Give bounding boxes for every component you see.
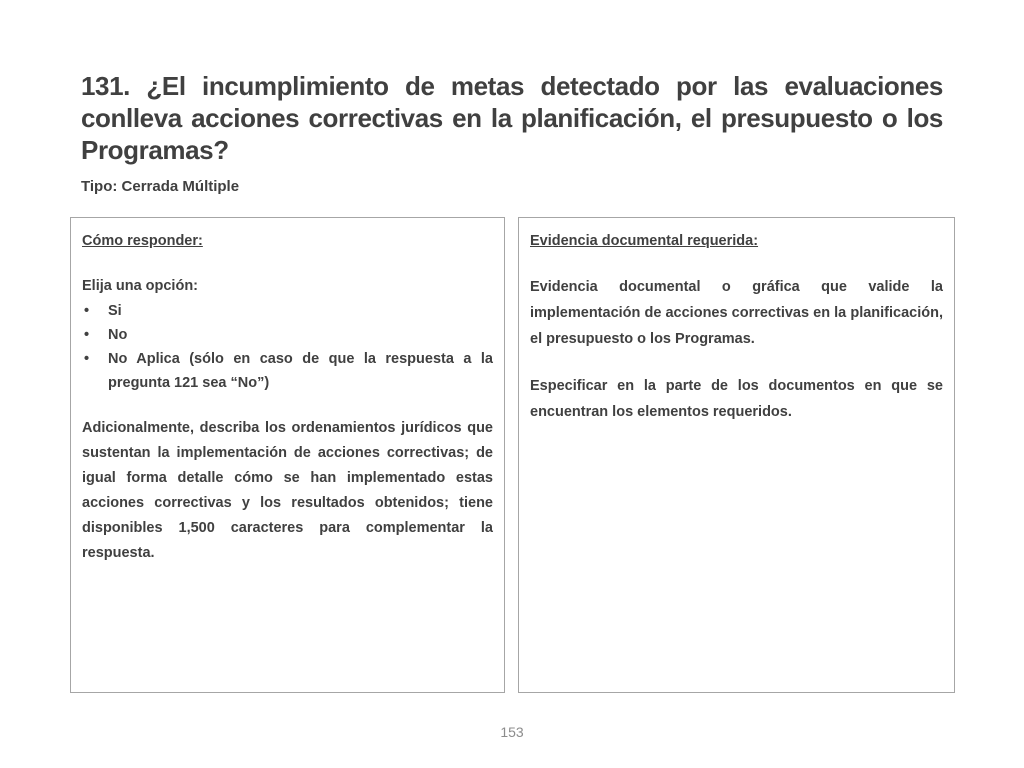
page-number: 153 <box>500 724 524 740</box>
instruction-text: Elija una opción: <box>82 278 199 294</box>
option-item: • No <box>82 323 493 347</box>
question-title: 131. ¿El incumplimiento de metas detectado por las evaluaciones conlleva acciones correctivas en la planificación, el presupuesto o los Programas? <box>81 71 943 165</box>
option-item: • Si <box>82 299 493 323</box>
question-type: Tipo: Cerrada Múltiple <box>81 178 240 195</box>
options-list <box>82 299 493 395</box>
specify-text: Especificar en la parte de los documentos en que se encuentran los elementos requeridos. <box>530 378 943 420</box>
evidence-text: Evidencia documental o gráfica que valide la implementación de acciones correctivas en la planificación, el presupuesto o los Programas. <box>530 279 943 347</box>
option-item: • No Aplica (sólo en caso de que la respuesta a la pregunta 121 sea “No”) <box>82 347 493 395</box>
evidence-panel <box>518 217 955 693</box>
evidence-heading: Evidencia documental requerida: <box>530 233 759 249</box>
how-to-answer-panel <box>70 217 505 693</box>
additional-instructions: Adicionalmente, describa los ordenamientos jurídicos que sustentan la implementación de acciones correctivas; de igual forma detalle cómo se han implementado estas acciones correctivas y los resultados obtenidos; tiene disponibles 1,500 caracteres para complementar la respuesta. <box>82 420 493 561</box>
how-to-answer-heading: Cómo responder: <box>82 233 203 249</box>
